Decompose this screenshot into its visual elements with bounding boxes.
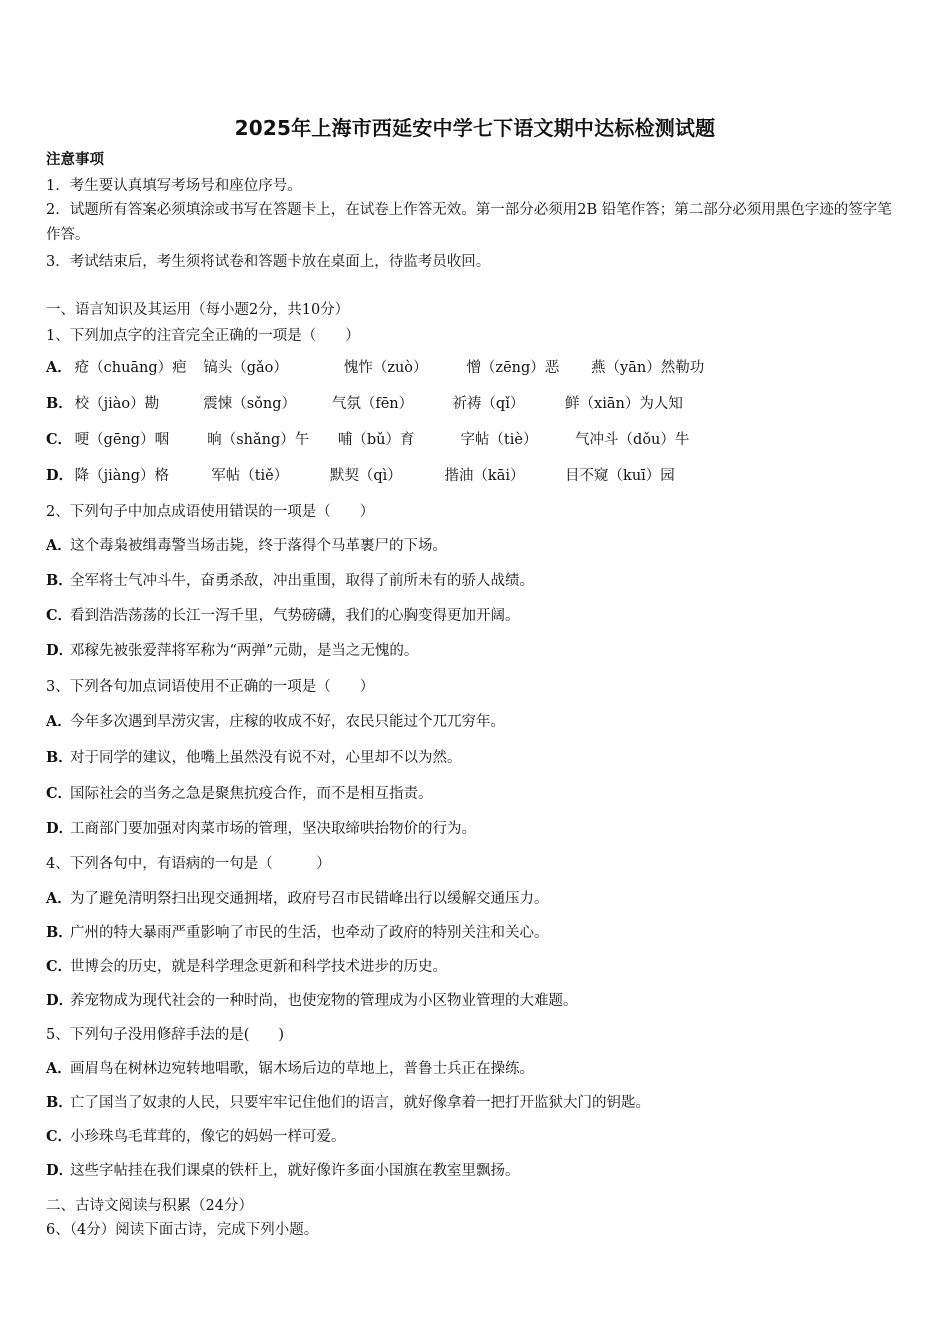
option-label: C． [46, 607, 73, 624]
option-item: 默契（qì） [329, 468, 402, 484]
q2-option-d [46, 641, 418, 661]
page-title: 2025年上海市西延安中学七下语文期中达标检测试题 [234, 116, 716, 140]
q2-option-b [46, 571, 534, 591]
option-item: 揩油（kāi） [444, 468, 525, 484]
option-text: 这个毒枭被缉毒警当场击毙，终于落得个马革裹尸的下场。 [70, 538, 447, 554]
option-item: 震悚（sǒng） [203, 396, 297, 412]
option-label: D． [46, 1162, 74, 1179]
notice-item-3: 3．考试结束后，考生须将试卷和答题卡放在桌面上，待监考员收回。 [46, 254, 491, 270]
option-label: A． [46, 359, 72, 376]
option-label: D． [46, 642, 74, 659]
q3-option-a [46, 712, 505, 732]
q2-option-a [46, 536, 447, 556]
q3-option-d [46, 819, 476, 839]
option-label: B． [46, 924, 73, 941]
option-item: 校（jiào）勘 [74, 396, 160, 412]
option-label: B． [46, 395, 73, 412]
q2-stem: 2、下列句子中加点成语使用错误的一项是（ ） [46, 504, 375, 520]
option-item: 镐头（gǎo） [203, 360, 288, 376]
option-text: 为了避免清明祭扫出现交通拥堵，政府号召市民错峰出行以缓解交通压力。 [70, 891, 549, 907]
option-item: 气氛（fēn） [331, 396, 414, 412]
q1-stem: 1、下列加点字的注音完全正确的一项是（ ） [46, 328, 360, 344]
option-item: 哽（gēng）咽 [74, 432, 170, 448]
option-text: 工商部门要加强对肉菜市场的管理，坚决取缔哄抬物价的行为。 [70, 821, 476, 837]
option-item: 字帖（tiè） [460, 432, 538, 448]
q5-option-a [46, 1059, 534, 1079]
section2-heading: 二、古诗文阅读与积累（24分） [46, 1198, 253, 1214]
option-label: C． [46, 431, 73, 448]
q6-stem: 6、（4分）阅读下面古诗，完成下列小题。 [46, 1222, 319, 1238]
option-label: D． [46, 992, 74, 1009]
option-label: A． [46, 890, 72, 907]
q3-option-b [46, 748, 462, 768]
section1-heading: 一、语言知识及其运用（每小题2分，共10分） [46, 302, 350, 318]
option-item: 鲜（xiān）为人知 [565, 396, 683, 412]
q4-option-c [46, 957, 447, 977]
q5-option-c [46, 1127, 346, 1147]
option-label: C． [46, 958, 73, 975]
option-text: 对于同学的建议，他嘴上虽然没有说不对，心里却不以为然。 [70, 750, 462, 766]
option-item: 晌（shǎng）午 [207, 432, 310, 448]
q1-option-b [46, 394, 683, 414]
option-item: 燕（yān）然勒功 [591, 360, 705, 376]
option-label: D． [46, 467, 74, 484]
option-label: C． [46, 785, 73, 802]
option-label: A． [46, 1060, 72, 1077]
option-label: C． [46, 1128, 73, 1145]
option-label: A． [46, 713, 72, 730]
q3-stem: 3、下列各句加点词语使用不正确的一项是（ ） [46, 679, 375, 695]
q1-option-d [46, 466, 675, 486]
option-item: 憎（zēng）恶 [466, 360, 560, 376]
q4-option-b [46, 923, 549, 943]
notice-item-1: 1．考生要认真填写考场号和座位序号。 [46, 178, 302, 194]
option-item: 愧怍（zuò） [343, 360, 428, 376]
option-label: B． [46, 1094, 73, 1111]
option-label: B． [46, 749, 73, 766]
q4-stem: 4、下列各句中，有语病的一句是（ ） [46, 856, 331, 872]
option-item: 气冲斗（dǒu）牛 [575, 432, 690, 448]
option-text: 养宠物成为现代社会的一种时尚，也使宠物的管理成为小区物业管理的大难题。 [70, 993, 578, 1009]
q4-option-d [46, 991, 578, 1011]
option-item: 祈祷（qǐ） [452, 396, 525, 412]
option-item: 哺（bǔ）育 [337, 432, 415, 448]
notice-item-2: 2．试题所有答案必须填涂或书写在答题卡上，在试卷上作答无效。第一部分必须用2B 铅笔作答；第二部分必须用黑色字迹的签字笔作答。 [46, 202, 892, 243]
option-text: 全军将士气冲斗牛，奋勇杀敌，冲出重围，取得了前所未有的骄人战绩。 [70, 573, 534, 589]
option-text: 国际社会的当务之急是聚焦抗疫合作，而不是相互指责。 [70, 786, 433, 802]
option-item: 降（jiàng）格 [74, 468, 170, 484]
option-text: 看到浩浩荡荡的长江一泻千里，气势磅礴，我们的心胸变得更加开阔。 [70, 608, 520, 624]
option-text: 邓稼先被张爱萍将军称为“两弹”元勋，是当之无愧的。 [70, 643, 419, 659]
q5-option-b [46, 1093, 650, 1113]
option-item: 疮（chuāng）疤 [74, 360, 187, 376]
option-label: B． [46, 572, 73, 589]
option-label: D． [46, 820, 74, 837]
option-text: 广州的特大暴雨严重影响了市民的生活，也牵动了政府的特别关注和关心。 [70, 925, 549, 941]
option-text: 小珍珠鸟毛茸茸的，像它的妈妈一样可爱。 [70, 1129, 346, 1145]
q1-option-c [46, 430, 689, 450]
option-label: A． [46, 537, 72, 554]
option-text: 这些字帖挂在我们课桌的铁杆上，就好像许多面小国旗在教室里飘扬。 [70, 1163, 520, 1179]
q5-stem: 5、下列句子没用修辞手法的是( ) [46, 1027, 285, 1043]
q3-option-c [46, 784, 433, 804]
option-text: 画眉鸟在树林边宛转地唱歌，锯木场后边的草地上，普鲁士兵正在操练。 [70, 1061, 534, 1077]
option-text: 世博会的历史，就是科学理念更新和科学技术进步的历史。 [70, 959, 447, 975]
option-text: 今年多次遇到旱涝灾害，庄稼的收成不好，农民只能过个兀兀穷年。 [70, 714, 505, 730]
q4-option-a [46, 889, 549, 909]
q5-option-d [46, 1161, 520, 1181]
option-item: 军帖（tiě） [211, 468, 289, 484]
option-text: 亡了国当了奴隶的人民，只要牢牢记住他们的语言，就好像拿着一把打开监狱大门的钥匙。 [70, 1095, 650, 1111]
q2-option-c [46, 606, 520, 626]
option-item: 目不窥（kuī）园 [565, 468, 675, 484]
q1-option-a [46, 358, 704, 378]
notice-heading: 注意事项 [46, 151, 104, 168]
